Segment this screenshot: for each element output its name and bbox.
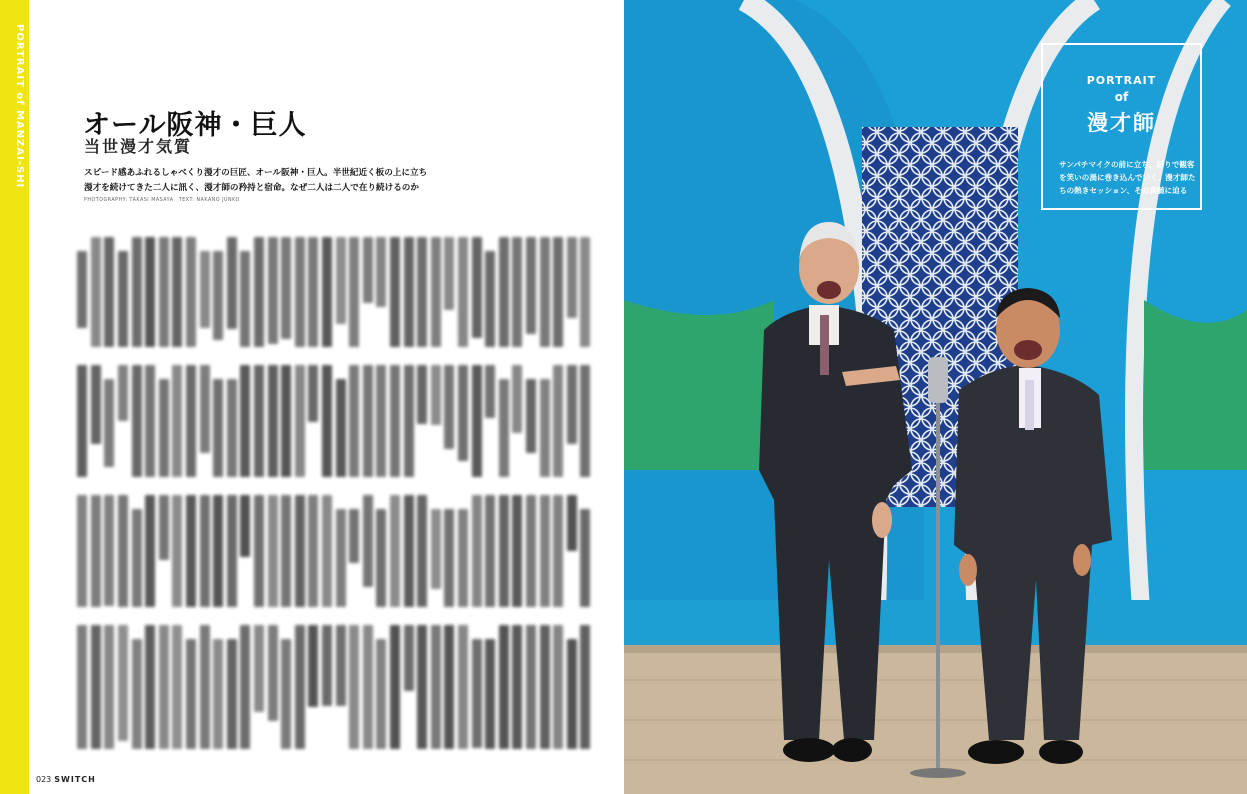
text-column-segment <box>200 365 210 453</box>
text-column-segment <box>186 365 196 477</box>
text-column-segment <box>322 237 332 347</box>
text-column-segment <box>268 237 278 344</box>
article-title: オール阪神・巨人 <box>83 110 307 141</box>
text-column-segment <box>376 365 386 477</box>
text-column-segment <box>390 365 400 477</box>
text-column-segment <box>363 625 373 749</box>
text-column-segment <box>240 625 250 749</box>
text-column-segment <box>363 495 373 587</box>
of-label: of <box>1114 90 1129 104</box>
text-column-segment <box>363 237 373 303</box>
text-column-segment <box>132 237 142 347</box>
text-column-segment <box>295 625 305 749</box>
text-column-segment <box>512 237 522 347</box>
text-column-segment <box>295 237 305 347</box>
text-column-segment <box>458 365 468 461</box>
text-column-segment <box>104 237 114 347</box>
text-column-segment <box>526 237 536 334</box>
text-column-segment <box>159 625 169 749</box>
text-column-segment <box>553 365 563 477</box>
text-column-segment <box>404 365 414 477</box>
text-column-segment <box>322 625 332 706</box>
text-column-segment <box>240 365 250 477</box>
text-column-segment <box>336 625 346 706</box>
text-column-segment <box>390 625 400 749</box>
text-column-segment <box>254 495 264 607</box>
text-column-segment <box>227 639 237 749</box>
text-column-segment <box>77 625 87 749</box>
text-column-segment <box>553 625 563 749</box>
manzaishi-label: 漫才師 <box>1087 111 1156 135</box>
blurred-body-text <box>78 237 594 749</box>
text-column-segment <box>431 237 441 347</box>
text-column-segment <box>553 495 563 607</box>
text-column-segment <box>540 379 550 477</box>
magazine-name: SWITCH <box>54 775 96 784</box>
text-column-segment <box>458 237 468 347</box>
text-column-segment <box>349 509 359 563</box>
text-column-segment <box>444 509 454 607</box>
text-column-segment <box>77 365 87 477</box>
text-column-segment <box>281 495 291 607</box>
text-column-segment <box>376 509 386 607</box>
text-column-segment <box>308 237 318 347</box>
text-column-segment <box>444 625 454 749</box>
text-column-segment <box>186 495 196 607</box>
text-column-segment <box>104 379 114 467</box>
text-column-segment <box>580 625 590 749</box>
text-column-segment <box>390 495 400 607</box>
text-column-segment <box>431 365 441 425</box>
text-column-segment <box>145 237 155 347</box>
text-column-segment <box>553 237 563 347</box>
text-column-segment <box>172 365 182 477</box>
mic-base <box>910 768 966 778</box>
text-column-segment <box>512 365 522 433</box>
text-column-segment <box>91 365 101 444</box>
text-column-segment <box>458 625 468 749</box>
text-column-segment <box>240 495 250 557</box>
text-column-segment <box>159 379 169 477</box>
page-number: 023 <box>36 775 52 784</box>
text-column-segment <box>485 251 495 347</box>
description-line: サンパチマイクの前に立ち、話りで観客 <box>1059 160 1195 169</box>
text-column-segment <box>186 639 196 749</box>
portrait-label: PORTRAIT <box>1086 74 1157 87</box>
text-column-segment <box>254 365 264 477</box>
text-column-segment <box>186 237 196 347</box>
description-line: ちの熱きセッション、その真髄に迫る <box>1059 186 1188 195</box>
text-column-segment <box>499 625 509 749</box>
text-column-segment <box>458 509 468 607</box>
series-description <box>1059 158 1194 197</box>
text-column-segment <box>580 365 590 477</box>
text-column-segment <box>145 495 155 607</box>
text-column-segment <box>227 379 237 477</box>
text-column-segment <box>363 365 373 477</box>
text-column-segment <box>526 495 536 607</box>
text-column-segment <box>308 625 318 707</box>
text-column-segment <box>349 237 359 347</box>
text-column-segment <box>512 625 522 749</box>
text-column-segment <box>118 495 128 607</box>
text-column-segment <box>132 365 142 477</box>
mic-stand <box>936 380 940 770</box>
text-column-segment <box>213 639 223 749</box>
text-column-segment <box>499 495 509 607</box>
text-column-segment <box>567 237 577 318</box>
text-column-segment <box>145 625 155 749</box>
text-column-segment <box>336 509 346 607</box>
text-column-segment <box>349 625 359 749</box>
text-column-segment <box>526 379 536 453</box>
text-column-segment <box>213 251 223 340</box>
text-column-segment <box>444 237 454 310</box>
page-folio <box>36 775 96 784</box>
text-column-segment <box>145 365 155 477</box>
text-column-segment <box>472 495 482 607</box>
text-column-segment <box>159 237 169 347</box>
text-column-segment <box>118 251 128 347</box>
text-column-segment <box>417 237 427 347</box>
text-column-segment <box>91 625 101 749</box>
text-column-segment <box>118 365 128 421</box>
text-column-segment <box>91 237 101 347</box>
text-column-segment <box>567 639 577 749</box>
text-column-segment <box>172 495 182 607</box>
side-label: PORTRAIT of MANZAI-SHI <box>14 24 25 189</box>
lead-paragraph <box>84 166 524 196</box>
text-column-segment <box>417 495 427 607</box>
text-column-segment <box>254 237 264 347</box>
text-column-segment <box>404 237 414 347</box>
lead-line: 漫才を続けてきた二人に訊く、漫才師の矜持と宿命。なぜ二人は二人で在り続けるのか <box>84 183 419 193</box>
text-column-segment <box>390 237 400 347</box>
text-column-segment <box>77 495 87 607</box>
text-column-segment <box>376 639 386 749</box>
text-column-segment <box>349 365 359 477</box>
text-column-segment <box>295 365 305 477</box>
text-column-segment <box>132 639 142 749</box>
text-column-segment <box>77 251 87 328</box>
text-column-segment <box>104 625 114 749</box>
text-column-segment <box>404 495 414 607</box>
text-column-segment <box>213 495 223 607</box>
text-column-segment <box>540 237 550 347</box>
text-column-segment <box>132 509 142 607</box>
text-column-segment <box>268 365 278 477</box>
microphone <box>928 357 948 403</box>
text-column-segment <box>417 365 427 424</box>
text-column-segment <box>159 495 169 560</box>
text-column-segment <box>322 365 332 477</box>
text-column-segment <box>472 365 482 477</box>
text-column-segment <box>499 237 509 347</box>
portrait-of-manzaishi-box <box>1041 43 1202 210</box>
green-panel-right <box>1144 300 1247 470</box>
text-column-segment <box>91 495 101 607</box>
text-column-segment <box>308 495 318 607</box>
text-column-segment <box>308 365 318 422</box>
text-column-segment <box>540 495 550 607</box>
text-column-segment <box>322 495 332 607</box>
text-column-segment <box>580 237 590 347</box>
text-column-segment <box>281 639 291 749</box>
text-column-segment <box>485 639 495 749</box>
photo-text-credit: PHOTOGRAPHY: TAKASI MASAYA TEXT: NAKANO JUNKO <box>84 198 240 203</box>
text-column-segment <box>268 495 278 607</box>
text-column-segment <box>417 625 427 749</box>
text-column-segment <box>485 495 495 607</box>
text-column-segment <box>472 639 482 748</box>
backdrop-lower <box>624 600 1247 650</box>
lead-line: スピード感あふれるしゃべくり漫才の巨匠、オール阪神・巨人。半世紀近く板の上に立ち <box>84 168 428 178</box>
text-column-segment <box>118 625 128 741</box>
text-column-segment <box>213 379 223 477</box>
text-column-segment <box>376 237 386 307</box>
text-column-segment <box>336 379 346 477</box>
text-column-segment <box>172 625 182 749</box>
text-column-segment <box>431 625 441 749</box>
text-column-segment <box>104 495 114 606</box>
text-column-segment <box>472 237 482 338</box>
description-line: を笑いの渦に巻き込んでいく、漫才師た <box>1059 173 1196 182</box>
text-column-segment <box>200 495 210 607</box>
article-subtitle: 当世漫才気質 <box>84 137 193 156</box>
text-column-segment <box>268 625 278 721</box>
text-column-segment <box>295 495 305 607</box>
green-panel-left <box>624 300 774 470</box>
text-column-segment <box>254 625 264 712</box>
text-column-segment <box>431 509 441 589</box>
text-column-segment <box>281 237 291 339</box>
text-column-segment <box>540 625 550 749</box>
text-column-segment <box>404 625 414 691</box>
text-column-segment <box>567 495 577 551</box>
text-column-segment <box>485 365 495 418</box>
text-column-segment <box>499 379 509 477</box>
text-column-segment <box>172 237 182 347</box>
text-column-segment <box>512 495 522 607</box>
floor-edge <box>624 645 1247 653</box>
text-column-segment <box>580 509 590 607</box>
text-column-segment <box>444 365 454 449</box>
text-column-segment <box>227 237 237 329</box>
text-column-segment <box>567 365 577 444</box>
text-column-segment <box>200 251 210 328</box>
text-column-segment <box>227 495 237 607</box>
text-column-segment <box>200 625 210 749</box>
text-column-segment <box>526 625 536 749</box>
text-column-segment <box>281 365 291 477</box>
text-column-segment <box>240 251 250 347</box>
text-column-segment <box>336 237 346 324</box>
